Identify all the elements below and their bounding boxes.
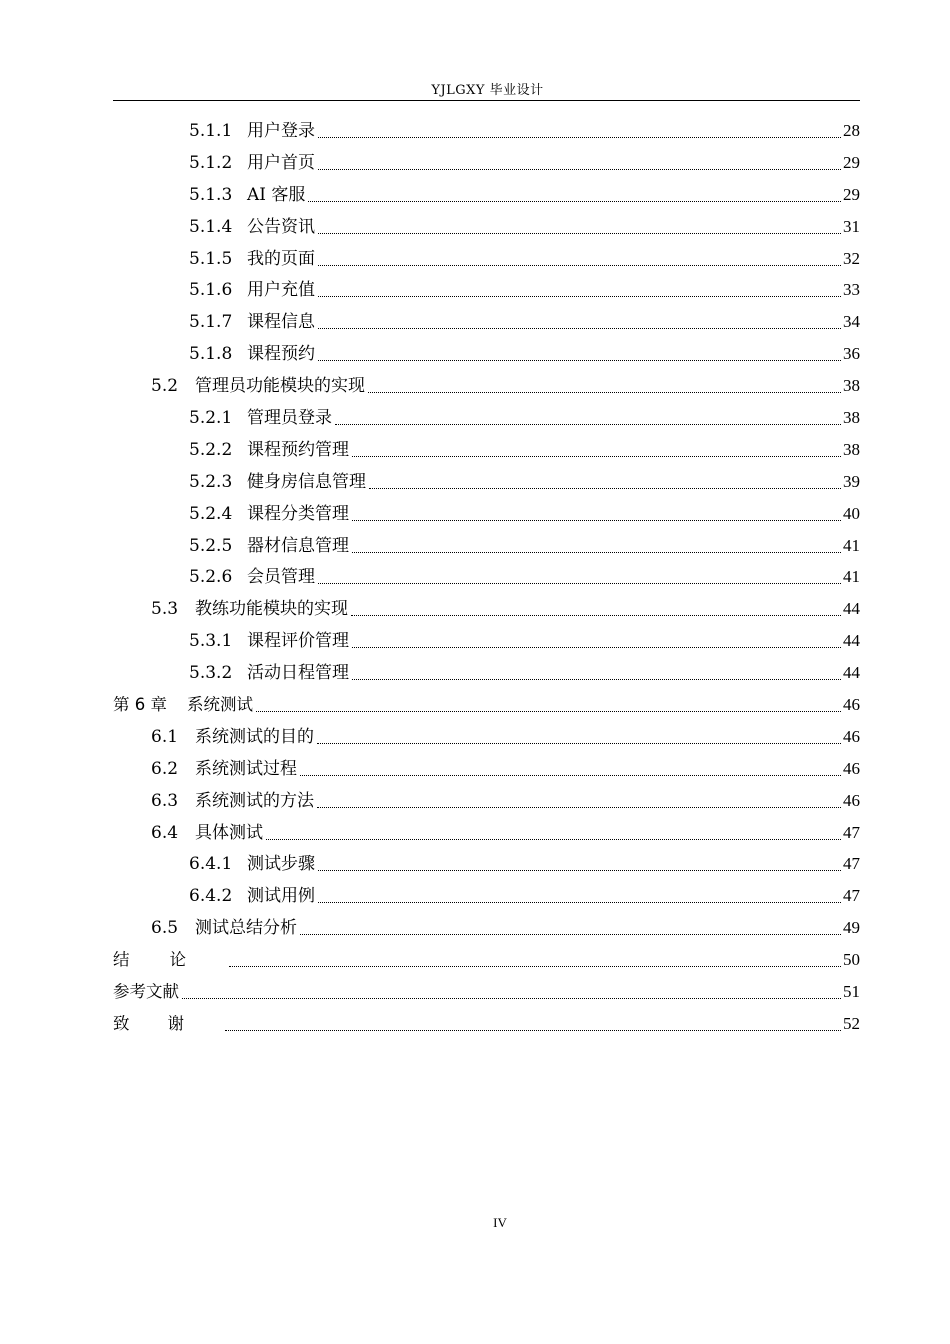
dot-leader [300,933,841,935]
toc-entry-number: 5.1.4 [189,216,233,237]
toc-entry-page: 33 [843,280,860,300]
toc-entry[interactable] [113,912,860,944]
dot-leader [318,359,841,361]
toc-entry-text [189,536,351,556]
toc-entry[interactable] [113,753,860,785]
toc-entry-number: 5.2.4 [189,503,233,524]
toc-entry-page: 46 [843,726,860,746]
toc-entry[interactable] [113,944,860,976]
toc-entry-page: 51 [843,981,860,1001]
toc-entry-text [189,631,351,651]
toc-entry-title: 参考文献 [113,981,179,1001]
toc-entry-title: 系统测试 [187,694,253,714]
toc-entry-number: 5.2.1 [189,407,233,428]
toc-entry-text [189,312,317,332]
toc-entry[interactable] [113,306,860,338]
toc-entry[interactable] [113,243,860,275]
toc-entry[interactable] [113,657,860,689]
toc-entry[interactable] [113,848,860,880]
toc-entry-text [189,249,317,269]
toc-entry[interactable] [113,466,860,498]
toc-entry-page: 29 [843,184,860,204]
toc-entry-number: 5.3 [151,599,179,620]
toc-entry-number: 6.5 [151,918,179,939]
toc-entry-title: 管理员功能模块的实现 [195,376,365,397]
toc-entry-page: 38 [843,439,860,459]
toc-entry-page: 47 [843,854,860,874]
dot-leader [225,1029,841,1031]
toc-entry-page: 44 [843,663,860,683]
toc-entry-page: 47 [843,886,860,906]
dot-leader [352,678,841,680]
dot-leader [229,965,841,967]
toc-entry-text [189,886,317,906]
dot-leader [318,295,841,297]
toc-entry-text [189,440,351,460]
toc-entry[interactable] [113,976,860,1008]
toc-entry-title: 活动日程管理 [247,663,349,684]
toc-entry-page: 44 [843,599,860,619]
page-number: IV [493,1215,507,1230]
toc-entry-text [189,121,317,141]
dot-leader [352,455,841,457]
toc-entry-page: 36 [843,344,860,364]
toc-entry-title: 会员管理 [247,567,315,588]
toc-entry-text [189,217,317,237]
toc-entry-title: 器材信息管理 [247,535,349,556]
toc-entry-number: 6.2 [151,758,179,779]
toc-entry-number: 5.3.1 [189,631,233,652]
toc-entry-text [189,472,368,492]
toc-entry[interactable] [113,880,860,912]
dot-leader [318,168,841,170]
dot-leader [308,200,841,202]
dot-leader [318,327,841,329]
toc-entry-title: 课程信息 [247,312,315,333]
toc-entry-title: 公告资讯 [247,216,315,237]
toc-entry[interactable] [113,721,860,753]
toc-entry-number: 5.1.7 [189,312,233,333]
toc-entry-text [151,791,316,811]
toc-entry-number: 5.3.2 [189,663,233,684]
toc-entry-title: 系统测试过程 [195,758,297,779]
dot-leader [335,423,841,425]
dot-leader [266,838,841,840]
toc-entry[interactable] [113,625,860,657]
dot-leader [369,487,841,489]
dot-leader [182,997,841,999]
toc-entry-title: 课程评价管理 [247,631,349,652]
toc-entry-number: 6.4.2 [189,886,233,907]
dot-leader [318,901,841,903]
toc-entry-title: 测试总结分析 [195,918,297,939]
toc-entry[interactable] [113,115,860,147]
toc-entry-text [189,854,317,874]
toc-entry-text [151,759,299,779]
dot-leader [300,774,841,776]
toc-entry-text [189,504,351,524]
toc-entry-page: 41 [843,567,860,587]
toc-entry-title: 健身房信息管理 [247,471,366,492]
toc-entry[interactable] [113,593,860,625]
toc-entry-title: 课程预约 [247,344,315,365]
toc-entry-text [189,185,307,205]
dot-leader [318,869,841,871]
toc-entry-number: 5.1.8 [189,344,233,365]
dot-leader [368,391,841,393]
toc-entry[interactable] [113,338,860,370]
toc-entry-page: 52 [843,1013,860,1033]
dot-leader [352,646,841,648]
toc-entry-title: 系统测试的方法 [195,790,314,811]
toc-entry-page: 34 [843,312,860,332]
dot-leader [318,264,841,266]
toc-entry-number: 5.2.5 [189,535,233,556]
toc-entry-number: 5.2.6 [189,567,233,588]
toc-entry-number: 5.2 [151,376,179,397]
toc-entry-page: 38 [843,407,860,427]
toc-entry-title: 具体测试 [195,822,263,843]
toc-entry-page: 29 [843,152,860,172]
toc-entry-text [189,153,317,173]
toc-entry[interactable] [113,1008,860,1040]
toc-entry-page: 46 [843,758,860,778]
toc-entry-page: 44 [843,631,860,651]
toc-entry-number: 5.1.6 [189,280,233,301]
toc-entry-text [189,567,317,587]
dot-leader [317,742,841,744]
toc-entry[interactable] [113,785,860,817]
dot-leader [352,551,841,553]
dot-leader [352,519,841,521]
toc-entry-page: 39 [843,471,860,491]
toc-entry[interactable] [113,498,860,530]
toc-entry-text [151,727,316,747]
toc-entry-page: 49 [843,918,860,938]
toc-entry-number: 6.1 [151,726,179,747]
toc-entry-number: 5.1.3 [189,184,233,205]
toc-entry[interactable] [113,179,860,211]
toc-entry-text [189,408,334,428]
toc-entry[interactable] [113,561,860,593]
toc-entry-number: 5.2.2 [189,439,233,460]
toc-entry-title: 测试步骤 [247,854,315,875]
toc-entry-text [151,599,350,619]
toc-entry-title: 我的页面 [247,248,315,269]
toc-entry-page: 32 [843,248,860,268]
toc-entry-number: 6.4.1 [189,854,233,875]
toc-entry-text [113,1014,224,1034]
toc-entry[interactable] [113,530,860,562]
toc-entry-number: 6.3 [151,790,179,811]
toc-entry-title: 致谢 [113,1013,222,1033]
toc-entry-title: 课程分类管理 [247,503,349,524]
toc-entry-text [113,982,181,1002]
toc-entry-title: 用户首页 [247,152,315,173]
toc-entry-title: 系统测试的目的 [195,726,314,747]
dot-leader [351,614,841,616]
toc-entry[interactable] [113,370,860,402]
dot-leader [318,232,841,234]
toc-entry-title: AI 客服 [247,184,306,205]
toc-entry-page: 28 [843,120,860,140]
toc-entry-title: 教练功能模块的实现 [195,599,348,620]
dot-leader [317,806,841,808]
toc-entry-title: 用户登录 [247,120,315,141]
toc-entry-number: 第 6 章 [113,694,167,714]
dot-leader [318,582,841,584]
toc-entry-title: 课程预约管理 [247,439,349,460]
toc-entry-text [151,918,299,938]
toc-entry-text [189,344,317,364]
toc-entry[interactable] [113,817,860,849]
toc-entry-text [189,663,351,683]
toc-entry-page: 46 [843,694,860,714]
toc-entry-page: 40 [843,503,860,523]
dot-leader [318,136,841,138]
toc-entry[interactable] [113,211,860,243]
toc-entry-number: 5.2.3 [189,471,233,492]
toc-entry[interactable] [113,689,860,721]
toc-entry[interactable] [113,434,860,466]
toc-entry-number: 6.4 [151,822,179,843]
toc-entry-title: 管理员登录 [247,407,332,428]
toc-entry-number: 5.1.5 [189,248,233,269]
toc-entry-number: 5.1.2 [189,152,233,173]
toc-entry[interactable] [113,274,860,306]
toc-entry[interactable] [113,402,860,434]
toc-entry-title: 结论 [113,950,226,970]
toc-entry-text [151,376,367,396]
toc-entry-page: 41 [843,535,860,555]
toc-entry-text [113,950,228,970]
toc-entry-title: 测试用例 [247,886,315,907]
toc-entry-page: 50 [843,950,860,970]
toc-entry[interactable] [113,147,860,179]
page-header: YJLGXY 毕业设计 [431,83,544,98]
toc-entry-page: 46 [843,790,860,810]
toc-entry-page: 31 [843,216,860,236]
table-of-contents [113,115,860,1040]
dot-leader [256,710,841,712]
toc-entry-text [113,695,255,715]
header-rule [113,100,860,101]
toc-entry-page: 47 [843,822,860,842]
toc-entry-number: 5.1.1 [189,120,233,141]
toc-entry-page: 38 [843,376,860,396]
toc-entry-text [189,280,317,300]
toc-entry-title: 用户充值 [247,280,315,301]
toc-entry-text [151,823,265,843]
